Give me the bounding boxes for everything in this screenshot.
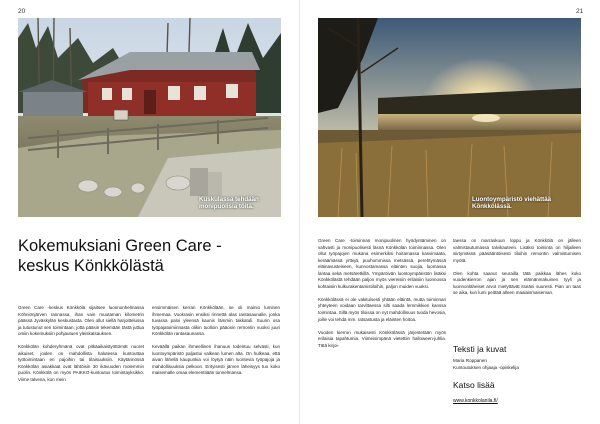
article-column-1	[18, 305, 144, 390]
title-line-2: keskus Könkkölästä	[18, 257, 164, 275]
col3-paragraph-2: Könkkölässä ei ole vakituisesti yhtään eläintä, mutta toiminnan yhteyteen voidaan tarvittaessa silti saada lemmikkien kanssa toimintaa. Sillä myös tiloissa on nyt mahdollisuus tuoda hevosia, joille voi tehdä mm. ratsastusta ja eläinten hoitoa.	[318, 296, 446, 322]
page-number-left: 20	[18, 8, 26, 15]
see-more-heading: Katso lisää	[453, 380, 495, 390]
col4-paragraph-1: taessa on marraskuun loppu ja Könkkölä on jälleen valmistautumassa talvikauteen. Lisäksi toiminta on hiljalleen siirtymässä pääsääntöisesti tiloihin remontin valmistumisen myötä.	[453, 238, 581, 263]
right-page	[300, 0, 600, 424]
page-number-right: 21	[576, 8, 584, 15]
col4-paragraph-2: Olen kohta saanut seurailla tätä paikkaa lähes koko vuodenkierron ajan ja sen elämänmakuinen tyyli ja luonnonläheiset arvot mielyttävät itseäni suuresti. Pian on taas se aika, kun lumi peittää alleen maalaismaiseman.	[453, 270, 581, 296]
lake-sunset-photo	[318, 18, 581, 217]
col2-paragraph-2: Keväällä paikan ihmeellinen ihanuus todentuu selvästi, kun luontoympäristö paljastui valkean lumen alta. On hulkeaa, että aivan lähellä kaupunkia voi löytyä näin luontevia työpajoja ja mahdollisuuksia pelkoon. Erityisesti järven läheisyys tuo koko maisemalle omaa elementtiään tunnelmansa.	[152, 344, 280, 376]
right-caption-line-1: Luontoympäristö viehättää	[472, 196, 552, 203]
right-photo-caption	[472, 196, 551, 210]
col1-paragraph-2: Könkkölän kohderyhmänä ovat pitkäaikaistyöttömät nuoret aikuiset, joiden on mahdollista halutessa kuntouttaa työtoimintaan eri pajoihin tai tilaisuuksiin. Käytännössä Könkkölän asiakkaat ovat lähtöisin 30 ikävuoden molemmin puolin. Könkkölä on myös PAIKKO-kuntoutus toimintayksikkö. Viime talvena, kun mein	[18, 344, 144, 382]
col2-paragraph-1: ensimmäisen kerran Könkkölään, se oli mainio luminen ihmemaa. Vuokrasin ensiksi rinnettä alas rantasaunalle, jonka tuvassa paloi yleensä kaunis lämmin takkatuli. Suurin osa työpajatoiminnasta olikin tuolloin pääosin remontin vuoksi juuri Könkkölän rantasaunassa.	[152, 305, 280, 337]
texts-heading: Teksti ja kuvat	[453, 344, 507, 354]
farmhouse-photo	[18, 18, 281, 217]
col3-paragraph-3: Vuoden kierron mukaisesti Könkkölässä järjestetään myös erilaisia tapahtumia. Viimeisimpänä vietettiin halloween-juhlia. Tätä kirjoi-	[318, 329, 446, 348]
author-role: Kuntoutuksen ohjaaja -opiskelija	[453, 365, 519, 370]
left-photo-caption	[199, 196, 259, 210]
right-caption-line-2: Könkkölässä.	[472, 203, 512, 211]
title-line-1: Kokemuksiani Green Care -	[18, 237, 222, 255]
left-caption-line-1: Kuskulassa tehdään	[199, 196, 259, 203]
article-column-3	[318, 238, 446, 356]
article-column-2	[152, 305, 280, 383]
col1-paragraph-1: Green Care -keskus Könkkölä sijaitsee luonnonhelmassa Köhniönjärven rannassa, ihan vain muutaman kilometrin päässä Jyväskylän keskustasta. Olen ollut siellä harjoittelussa ja tutustunut sen toimintaan, jotta pääsin tekemään tästä juttua omiin kokemuksiin pohjautuen yleiskatsauksen.	[18, 305, 144, 337]
left-caption-line-2: monipuolisia töitä.	[199, 203, 254, 211]
website-link[interactable]: www.konkkolanila.fi/	[453, 398, 498, 404]
article-column-4	[453, 238, 581, 303]
article-title	[18, 236, 288, 276]
col3-paragraph-1: Green Care -toiminnan monipuolinen hyödyntäminen on vahvasti ja monipuolisesti läsnä Könkkölän toiminnassa. Olen ollut työpajojen mukana esimerkiksi hoitamassa kasvimaata, keräämässä yrttejä, puuhommissa metsässä, perehtymässä eläinavusteiseen, kunnostamassa eläinten suojia, luomassa lantaa sekä metsäretkillä. Ympäröivän luontoympäristön lisäksi Könkkölästä tehdään paljon myös viereisiin erilaisiin luonnossa kohtaisiin kulkurakentamistiloihin, paljon muiden vuoksi.	[318, 238, 446, 289]
author-name: Maria Roppanen	[453, 358, 487, 363]
